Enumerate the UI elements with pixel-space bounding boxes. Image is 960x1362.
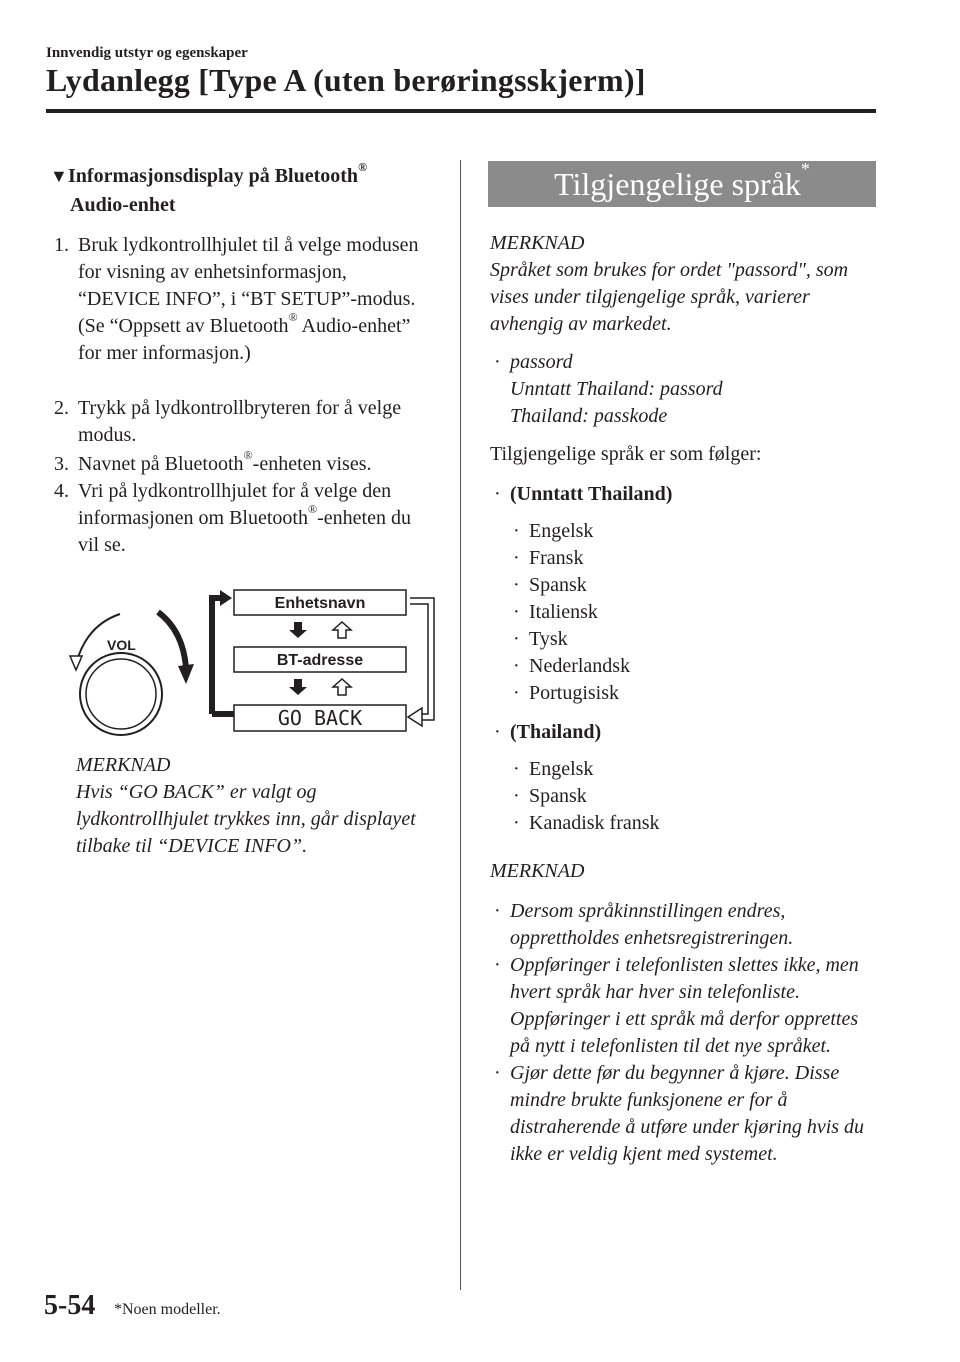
note-text: Hvis “GO BACK” er valgt og lydkontrollhjulet trykkes inn, går displayet tilbake til “DEVICE INFO”. (76, 781, 416, 857)
arrow-up-icon (333, 679, 351, 695)
bracket-left (212, 598, 222, 714)
page-number: 5-54 (44, 1290, 96, 1321)
languages-intro: Tilgjengelige språk er som følger: (490, 443, 762, 465)
note-text: Språket som brukes for ordet "passord", som vises under tilgjengelige språk, varierer avhengig av markedet. (490, 259, 849, 335)
registered-mark: ® (288, 310, 298, 325)
triangle-marker-icon: ▼ (50, 166, 68, 186)
banner-asterisk: * (800, 159, 810, 180)
step-text: Trykk på lydkontrollbryteren for å velge modus. (78, 397, 402, 446)
step-1 (54, 232, 434, 367)
step-number: 4. (54, 480, 69, 502)
language-groups (490, 481, 870, 849)
box-bt-address-label: BT-adresse (276, 652, 364, 669)
subsection-heading (50, 162, 450, 220)
right-note (490, 230, 870, 430)
note-title: MERKNAD (76, 754, 171, 776)
list-item: · Engelsk (510, 518, 870, 545)
note2-list (490, 898, 882, 1168)
step-3 (54, 448, 434, 478)
loop-arrow-icon (408, 708, 422, 726)
step-number: 3. (54, 453, 69, 475)
banner-title: Tilgjengelige språk (554, 166, 801, 202)
bullet-icon: · (513, 655, 520, 677)
step-2 (54, 395, 434, 449)
step-text-cont: -enheten du vil se. (78, 507, 411, 556)
rotate-right-arc-icon (158, 612, 186, 668)
loop-inner (410, 604, 428, 714)
list-item: · Kanadisk fransk (510, 810, 870, 837)
group-heading (490, 719, 870, 746)
note-title: MERKNAD (490, 232, 585, 254)
knob-label: VOL (107, 637, 136, 653)
bullet-icon: · (494, 483, 501, 505)
step-text: Vri på lydkontrollhjulet for å velge den informasjonen om Bluetooth (78, 480, 392, 529)
rotate-right-arrowhead-icon (178, 664, 194, 684)
group-heading (490, 481, 870, 508)
bullet-icon: · (494, 954, 501, 976)
bullet-icon: · (513, 758, 520, 780)
list-item: · Fransk (510, 545, 870, 572)
bullet-line: Unntatt Thailand: passord (510, 378, 723, 400)
bullet-icon: · (513, 628, 520, 650)
bullet-icon: · (494, 351, 501, 373)
list-item: · Engelsk (510, 756, 870, 783)
selection-diagram (62, 584, 447, 744)
note-bullet (490, 349, 870, 430)
bullet-icon: · (513, 601, 520, 623)
arrow-down-icon (289, 679, 307, 695)
note-bullet: · Gjør dette før du begynner å kjøre. Disse mindre brukte funksjonene er for å distraherende å utføre under kjøring hvis du ikke er veldig kjent med systemet. (494, 1062, 865, 1165)
box-go-back-label: GO BACK (277, 706, 363, 730)
bullet-line: Thailand: passkode (510, 405, 668, 427)
header-rule (46, 109, 876, 113)
list-item: · Portugisisk (510, 680, 870, 707)
step-text: Bruk lydkontrollhjulet til å velge modusen for visning av enhetsinformasjon, “DEVICE INFO”, i “BT SETUP”-modus. (Se “Oppsett av Bluetooth (78, 234, 419, 337)
step-number: 1. (54, 234, 69, 256)
languages-banner (488, 161, 876, 207)
bullet-icon: · (513, 785, 520, 807)
list-item: · Nederlandsk (510, 653, 870, 680)
registered-mark: ® (243, 448, 253, 463)
step-text: Navnet på Bluetooth (78, 453, 244, 475)
note-bullet: · Oppføringer i telefonlisten slettes ikke, men hvert språk har hver sin telefonliste. Oppføringer i ett språk må derfor opprettes på nytt i telefonlisten til det nye språket. (494, 954, 859, 1057)
step-4 (54, 478, 434, 559)
note2-title: MERKNAD (490, 860, 585, 882)
column-divider (460, 160, 461, 1290)
group-title: (Unntatt Thailand) (510, 483, 673, 505)
bullet-word: passord (510, 351, 573, 373)
box-device-name-label: Enhetsnavn (274, 595, 366, 612)
bullet-icon: · (513, 812, 520, 834)
chapter-title: Lydanlegg [Type A (uten berøringsskjerm)] (46, 62, 646, 98)
bullet-icon: · (513, 682, 520, 704)
registered-mark: ® (358, 160, 368, 175)
left-note (76, 752, 446, 860)
step-text-cont: Audio-enhet” for mer informasjon.) (78, 315, 411, 364)
heading-line2: Audio-enhet (70, 194, 176, 216)
loop-outer (410, 598, 434, 720)
list-item: · Tysk (510, 626, 870, 653)
list-item: · Spansk (510, 572, 870, 599)
bracket-arrow-icon (220, 590, 232, 606)
heading-line1: Informasjonsdisplay på Bluetooth (68, 165, 359, 187)
step-text-cont: -enheten vises. (252, 453, 372, 475)
list-item: · Spansk (510, 783, 870, 810)
section-label: Innvendig utstyr og egenskaper (46, 45, 248, 61)
registered-mark: ® (307, 502, 318, 517)
volume-knob-inner (86, 659, 156, 729)
language-list (490, 756, 870, 837)
bullet-icon: · (513, 547, 520, 569)
bullet-icon: · (494, 900, 501, 922)
bullet-icon: · (513, 520, 520, 542)
step-number: 2. (54, 397, 69, 419)
arrow-down-icon (289, 622, 307, 638)
footnote: *Noen modeller. (114, 1301, 221, 1318)
bullet-icon: · (494, 1062, 501, 1084)
rotate-left-arrowhead-icon (70, 656, 82, 670)
group-title: (Thailand) (510, 721, 602, 743)
bullet-icon: · (513, 574, 520, 596)
list-item: · Italiensk (510, 599, 870, 626)
bullet-icon: · (494, 721, 501, 743)
language-list (490, 518, 870, 707)
arrow-up-icon (333, 622, 351, 638)
note-bullet: · Dersom språkinnstillingen endres, opprettholdes enhetsregistreringen. (494, 900, 794, 949)
